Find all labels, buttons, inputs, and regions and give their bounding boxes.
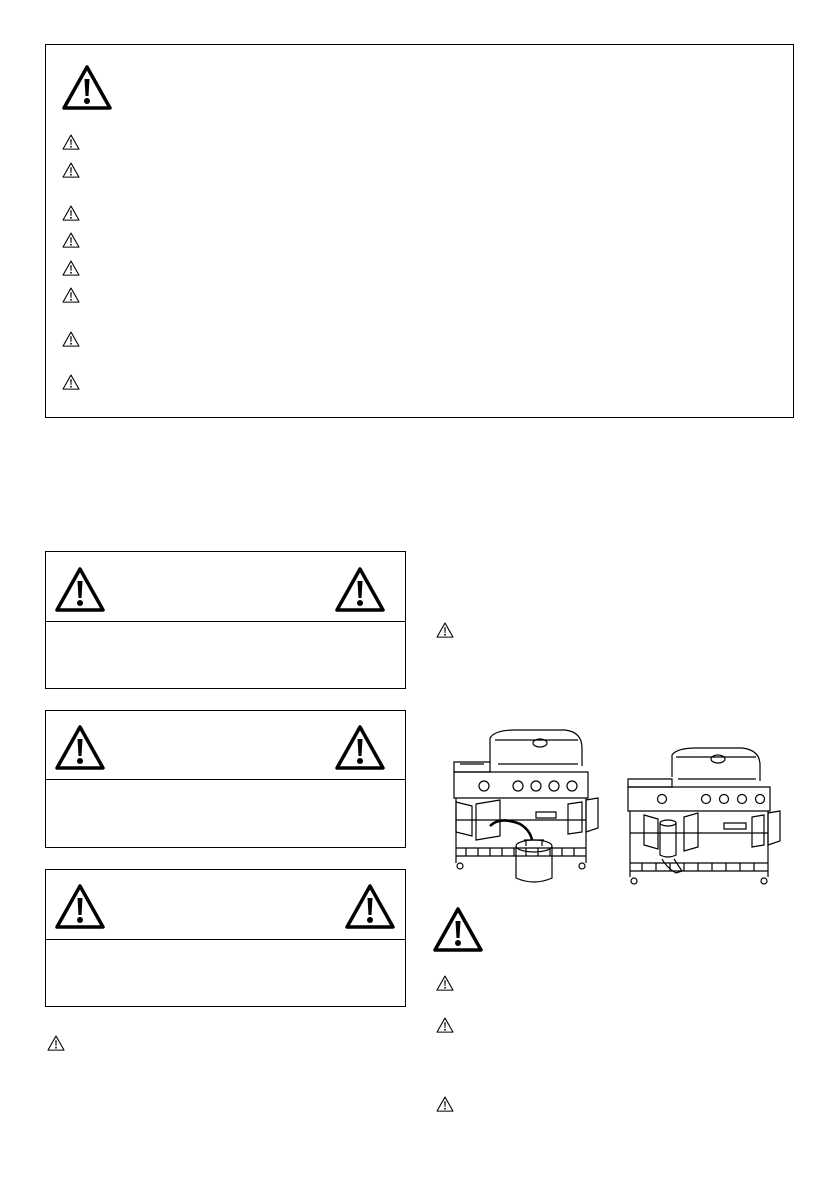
grill-with-tank-inside-illustration [622, 747, 787, 897]
top-warning-panel [45, 44, 794, 418]
grill-with-tank-outside-illustration [440, 728, 610, 888]
warning-icon [62, 205, 80, 221]
warning-icon [436, 975, 454, 991]
warning-icon [62, 162, 80, 178]
warning-icon [345, 884, 395, 929]
warning-icon [47, 1035, 65, 1051]
warning-icon [55, 884, 105, 929]
warning-icon [436, 1017, 454, 1033]
warning-icon [62, 374, 80, 390]
warning-icon [62, 65, 112, 110]
warning-box-divider [46, 939, 405, 940]
warning-icon [55, 567, 105, 612]
warning-icon [62, 287, 80, 303]
warning-icon [335, 725, 385, 770]
warning-box-divider [46, 621, 405, 622]
warning-icon [62, 232, 80, 248]
warning-icon [335, 567, 385, 612]
warning-icon [436, 1096, 454, 1112]
warning-icon [62, 134, 80, 150]
warning-icon [55, 725, 105, 770]
warning-icon [433, 907, 483, 952]
warning-box-divider [46, 779, 405, 780]
warning-icon [436, 622, 454, 638]
warning-icon [62, 331, 80, 347]
warning-icon [62, 260, 80, 276]
